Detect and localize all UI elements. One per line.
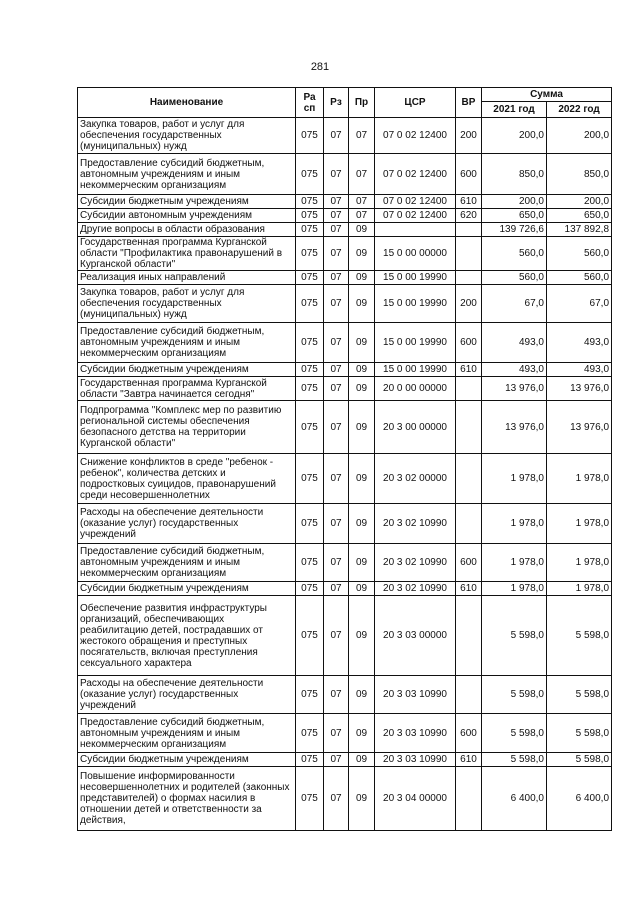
cell-csr: 20 3 02 10990 bbox=[375, 504, 456, 544]
cell-2022: 493,0 bbox=[547, 363, 612, 377]
cell-rz: 07 bbox=[324, 154, 349, 195]
cell-pr: 09 bbox=[349, 582, 375, 596]
cell-name: Государственная программа Курганской области "Профилактика правонарушений в Курганской области" bbox=[78, 237, 296, 271]
cell-vr bbox=[456, 676, 482, 714]
cell-rz: 07 bbox=[324, 753, 349, 767]
cell-csr: 20 3 03 10990 bbox=[375, 753, 456, 767]
cell-rz: 07 bbox=[324, 118, 349, 154]
budget-table bbox=[77, 87, 612, 831]
cell-vr: 600 bbox=[456, 714, 482, 753]
cell-csr: 20 3 00 00000 bbox=[375, 401, 456, 454]
cell-vr bbox=[456, 454, 482, 504]
cell-2021: 200,0 bbox=[482, 195, 547, 209]
cell-pr: 09 bbox=[349, 323, 375, 363]
cell-rz: 07 bbox=[324, 454, 349, 504]
cell-rasp: 075 bbox=[296, 195, 324, 209]
cell-pr: 09 bbox=[349, 377, 375, 401]
cell-2021: 13 976,0 bbox=[482, 377, 547, 401]
cell-pr: 07 bbox=[349, 209, 375, 223]
page-number: 281 bbox=[310, 61, 330, 73]
cell-name: Обеспечение развития инфраструктуры организаций, обеспечивающих реабилитацию детей, пострадавших от жестокого обращения и преступных посягательств, включая преступления сексуального характера bbox=[78, 596, 296, 676]
cell-rasp: 075 bbox=[296, 363, 324, 377]
cell-2022: 5 598,0 bbox=[547, 676, 612, 714]
header-vr: ВР bbox=[456, 88, 482, 118]
cell-2021: 850,0 bbox=[482, 154, 547, 195]
cell-rasp: 075 bbox=[296, 676, 324, 714]
cell-pr: 09 bbox=[349, 285, 375, 323]
table-row bbox=[78, 714, 612, 753]
cell-pr: 09 bbox=[349, 753, 375, 767]
cell-2021: 1 978,0 bbox=[482, 544, 547, 582]
cell-rz: 07 bbox=[324, 377, 349, 401]
cell-rasp: 075 bbox=[296, 714, 324, 753]
cell-rasp: 075 bbox=[296, 285, 324, 323]
cell-pr: 09 bbox=[349, 454, 375, 504]
cell-2022: 1 978,0 bbox=[547, 504, 612, 544]
cell-csr: 15 0 00 19990 bbox=[375, 285, 456, 323]
header-2021: 2021 год bbox=[482, 102, 547, 118]
cell-2021: 493,0 bbox=[482, 323, 547, 363]
table-row bbox=[78, 285, 612, 323]
header-rz: Рз bbox=[324, 88, 349, 118]
cell-rasp: 075 bbox=[296, 753, 324, 767]
cell-name: Субсидии автономным учреждениям bbox=[78, 209, 296, 223]
cell-csr: 07 0 02 12400 bbox=[375, 209, 456, 223]
cell-csr: 15 0 00 00000 bbox=[375, 237, 456, 271]
cell-csr: 20 3 02 10990 bbox=[375, 582, 456, 596]
cell-rz: 07 bbox=[324, 323, 349, 363]
cell-pr: 09 bbox=[349, 363, 375, 377]
cell-pr: 09 bbox=[349, 714, 375, 753]
table-row bbox=[78, 323, 612, 363]
cell-vr: 610 bbox=[456, 582, 482, 596]
cell-2021: 13 976,0 bbox=[482, 401, 547, 454]
cell-vr: 610 bbox=[456, 363, 482, 377]
header-2022: 2022 год bbox=[547, 102, 612, 118]
cell-2022: 560,0 bbox=[547, 237, 612, 271]
cell-vr: 610 bbox=[456, 195, 482, 209]
cell-2022: 1 978,0 bbox=[547, 454, 612, 504]
cell-2022: 200,0 bbox=[547, 195, 612, 209]
table-row bbox=[78, 209, 612, 223]
cell-pr: 07 bbox=[349, 154, 375, 195]
cell-rasp: 075 bbox=[296, 401, 324, 454]
cell-rz: 07 bbox=[324, 544, 349, 582]
cell-rz: 07 bbox=[324, 363, 349, 377]
cell-2022: 13 976,0 bbox=[547, 377, 612, 401]
cell-vr bbox=[456, 767, 482, 831]
cell-pr: 09 bbox=[349, 596, 375, 676]
header-name: Наименование bbox=[78, 88, 296, 118]
cell-2022: 1 978,0 bbox=[547, 544, 612, 582]
cell-csr: 20 3 03 10990 bbox=[375, 714, 456, 753]
cell-pr: 09 bbox=[349, 544, 375, 582]
cell-2022: 493,0 bbox=[547, 323, 612, 363]
table-row bbox=[78, 596, 612, 676]
cell-name: Другие вопросы в области образования bbox=[78, 223, 296, 237]
cell-csr: 07 0 02 12400 bbox=[375, 195, 456, 209]
cell-2022: 137 892,8 bbox=[547, 223, 612, 237]
cell-2021: 5 598,0 bbox=[482, 753, 547, 767]
table-row bbox=[78, 377, 612, 401]
cell-rasp: 075 bbox=[296, 504, 324, 544]
cell-pr: 09 bbox=[349, 767, 375, 831]
cell-pr: 09 bbox=[349, 237, 375, 271]
cell-vr bbox=[456, 401, 482, 454]
cell-rz: 07 bbox=[324, 504, 349, 544]
cell-name: Предоставление субсидий бюджетным, автономным учреждениям и иным некоммерческим организациям bbox=[78, 154, 296, 195]
cell-2021: 5 598,0 bbox=[482, 676, 547, 714]
cell-2022: 1 978,0 bbox=[547, 582, 612, 596]
cell-2021: 650,0 bbox=[482, 209, 547, 223]
table-row bbox=[78, 767, 612, 831]
table-row bbox=[78, 504, 612, 544]
table-row bbox=[78, 582, 612, 596]
table-row bbox=[78, 237, 612, 271]
cell-2021: 560,0 bbox=[482, 271, 547, 285]
cell-name: Снижение конфликтов в среде "ребенок - ребенок", количества детских и подростковых суицидов, правонарушений среди несовершеннолетних bbox=[78, 454, 296, 504]
cell-rz: 07 bbox=[324, 596, 349, 676]
cell-csr: 20 3 04 00000 bbox=[375, 767, 456, 831]
cell-rasp: 075 bbox=[296, 237, 324, 271]
cell-csr: 20 3 03 10990 bbox=[375, 676, 456, 714]
cell-vr bbox=[456, 271, 482, 285]
cell-2022: 5 598,0 bbox=[547, 596, 612, 676]
cell-2021: 5 598,0 bbox=[482, 596, 547, 676]
cell-rasp: 075 bbox=[296, 118, 324, 154]
cell-csr: 07 0 02 12400 bbox=[375, 118, 456, 154]
table-row bbox=[78, 753, 612, 767]
cell-2022: 560,0 bbox=[547, 271, 612, 285]
cell-2021: 67,0 bbox=[482, 285, 547, 323]
cell-2022: 850,0 bbox=[547, 154, 612, 195]
header-csr: ЦСР bbox=[375, 88, 456, 118]
cell-2021: 139 726,6 bbox=[482, 223, 547, 237]
cell-2022: 13 976,0 bbox=[547, 401, 612, 454]
cell-rasp: 075 bbox=[296, 209, 324, 223]
cell-name: Предоставление субсидий бюджетным, автономным учреждениям и иным некоммерческим организациям bbox=[78, 714, 296, 753]
header-rasp: Ра сп bbox=[296, 88, 324, 118]
header-sum: Сумма bbox=[482, 88, 612, 102]
table-row bbox=[78, 118, 612, 154]
cell-2022: 5 598,0 bbox=[547, 753, 612, 767]
cell-vr bbox=[456, 504, 482, 544]
table-row bbox=[78, 454, 612, 504]
cell-name: Субсидии бюджетным учреждениям bbox=[78, 195, 296, 209]
cell-name: Расходы на обеспечение деятельности (оказание услуг) государственных учреждений bbox=[78, 676, 296, 714]
cell-2021: 493,0 bbox=[482, 363, 547, 377]
cell-pr: 09 bbox=[349, 504, 375, 544]
cell-rasp: 075 bbox=[296, 154, 324, 195]
table-row bbox=[78, 223, 612, 237]
cell-name: Государственная программа Курганской области "Завтра начинается сегодня" bbox=[78, 377, 296, 401]
table-row bbox=[78, 195, 612, 209]
cell-2022: 650,0 bbox=[547, 209, 612, 223]
cell-vr: 600 bbox=[456, 323, 482, 363]
cell-rasp: 075 bbox=[296, 454, 324, 504]
cell-rz: 07 bbox=[324, 285, 349, 323]
cell-vr: 200 bbox=[456, 285, 482, 323]
cell-name: Субсидии бюджетным учреждениям bbox=[78, 363, 296, 377]
cell-2022: 67,0 bbox=[547, 285, 612, 323]
cell-2021: 1 978,0 bbox=[482, 454, 547, 504]
cell-pr: 09 bbox=[349, 401, 375, 454]
cell-name: Предоставление субсидий бюджетным, автономным учреждениям и иным некоммерческим организациям bbox=[78, 544, 296, 582]
table-row bbox=[78, 363, 612, 377]
cell-rasp: 075 bbox=[296, 223, 324, 237]
cell-vr: 620 bbox=[456, 209, 482, 223]
cell-rz: 07 bbox=[324, 582, 349, 596]
table-row bbox=[78, 154, 612, 195]
cell-rz: 07 bbox=[324, 714, 349, 753]
cell-pr: 09 bbox=[349, 223, 375, 237]
cell-vr bbox=[456, 377, 482, 401]
cell-vr: 600 bbox=[456, 544, 482, 582]
cell-vr: 200 bbox=[456, 118, 482, 154]
cell-csr: 20 0 00 00000 bbox=[375, 377, 456, 401]
cell-rasp: 075 bbox=[296, 377, 324, 401]
cell-2021: 5 598,0 bbox=[482, 714, 547, 753]
cell-csr: 20 3 02 00000 bbox=[375, 454, 456, 504]
cell-csr: 20 3 03 00000 bbox=[375, 596, 456, 676]
cell-rasp: 075 bbox=[296, 582, 324, 596]
cell-rz: 07 bbox=[324, 237, 349, 271]
cell-2021: 6 400,0 bbox=[482, 767, 547, 831]
cell-csr: 15 0 00 19990 bbox=[375, 271, 456, 285]
cell-name: Реализация иных направлений bbox=[78, 271, 296, 285]
cell-rz: 07 bbox=[324, 271, 349, 285]
cell-name: Повышение информированности несовершеннолетних и родителей (законных представителей) о формах насилия в отношении детей и ответственности за действия, bbox=[78, 767, 296, 831]
cell-rz: 07 bbox=[324, 223, 349, 237]
cell-vr: 600 bbox=[456, 154, 482, 195]
cell-csr: 07 0 02 12400 bbox=[375, 154, 456, 195]
cell-rasp: 075 bbox=[296, 767, 324, 831]
cell-csr: 20 3 02 10990 bbox=[375, 544, 456, 582]
cell-pr: 07 bbox=[349, 195, 375, 209]
cell-vr: 610 bbox=[456, 753, 482, 767]
cell-rasp: 075 bbox=[296, 323, 324, 363]
cell-2021: 1 978,0 bbox=[482, 504, 547, 544]
cell-rz: 07 bbox=[324, 676, 349, 714]
cell-vr bbox=[456, 237, 482, 271]
cell-vr bbox=[456, 223, 482, 237]
cell-2021: 560,0 bbox=[482, 237, 547, 271]
table-row bbox=[78, 676, 612, 714]
cell-2022: 5 598,0 bbox=[547, 714, 612, 753]
cell-name: Субсидии бюджетным учреждениям bbox=[78, 753, 296, 767]
cell-vr bbox=[456, 596, 482, 676]
cell-rz: 07 bbox=[324, 209, 349, 223]
cell-csr: 15 0 00 19990 bbox=[375, 363, 456, 377]
cell-2022: 200,0 bbox=[547, 118, 612, 154]
cell-name: Закупка товаров, работ и услуг для обеспечения государственных (муниципальных) нужд bbox=[78, 285, 296, 323]
cell-csr bbox=[375, 223, 456, 237]
table-row bbox=[78, 271, 612, 285]
cell-rz: 07 bbox=[324, 401, 349, 454]
cell-name: Субсидии бюджетным учреждениям bbox=[78, 582, 296, 596]
cell-name: Расходы на обеспечение деятельности (оказание услуг) государственных учреждений bbox=[78, 504, 296, 544]
table-row bbox=[78, 544, 612, 582]
cell-2022: 6 400,0 bbox=[547, 767, 612, 831]
cell-2021: 200,0 bbox=[482, 118, 547, 154]
cell-name: Закупка товаров, работ и услуг для обеспечения государственных (муниципальных) нужд bbox=[78, 118, 296, 154]
cell-name: Подпрограмма "Комплекс мер по развитию региональной системы обеспечения безопасного детства на территории Курганской области" bbox=[78, 401, 296, 454]
cell-rasp: 075 bbox=[296, 596, 324, 676]
cell-pr: 07 bbox=[349, 118, 375, 154]
cell-name: Предоставление субсидий бюджетным, автономным учреждениям и иным некоммерческим организациям bbox=[78, 323, 296, 363]
cell-rz: 07 bbox=[324, 195, 349, 209]
cell-rasp: 075 bbox=[296, 271, 324, 285]
cell-2021: 1 978,0 bbox=[482, 582, 547, 596]
cell-rasp: 075 bbox=[296, 544, 324, 582]
table-row bbox=[78, 401, 612, 454]
cell-pr: 09 bbox=[349, 676, 375, 714]
cell-csr: 15 0 00 19990 bbox=[375, 323, 456, 363]
cell-pr: 09 bbox=[349, 271, 375, 285]
header-pr: Пр bbox=[349, 88, 375, 118]
cell-rz: 07 bbox=[324, 767, 349, 831]
